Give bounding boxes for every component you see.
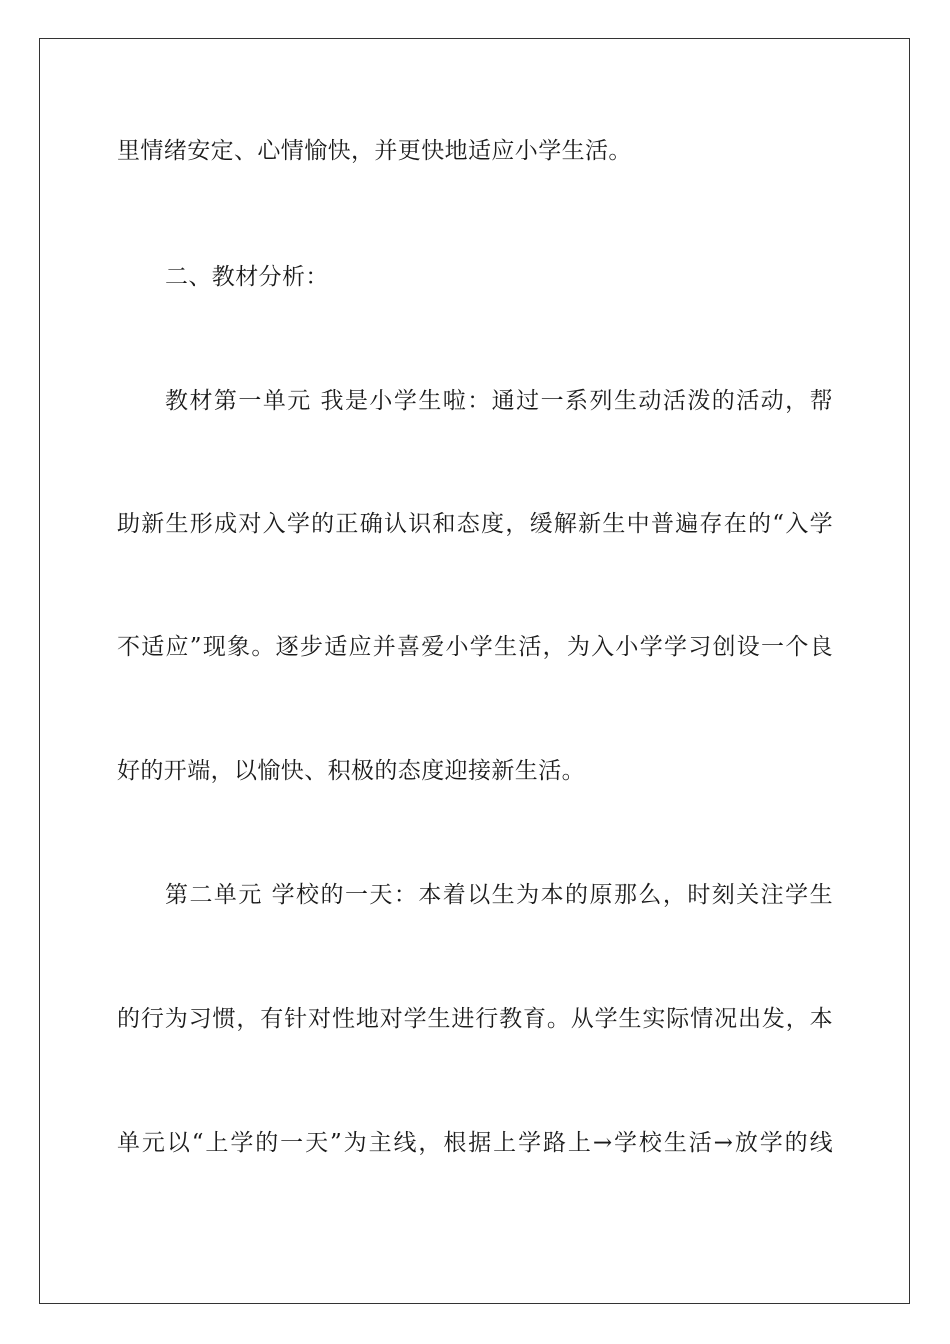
text-line-1: 里情绪安定、心情愉快，并更快地适应小学生活。 (117, 138, 632, 164)
text-line-3: 教材第一单元 我是小学生啦：通过一系列生动活泼的活动，帮 (165, 388, 833, 414)
text-line-7: 第二单元 学校的一天：本着以生为本的原那么，时刻关注学生 (165, 882, 833, 908)
section-heading: 二、教材分析： (165, 264, 329, 290)
text-line-6: 好的开端，以愉快、积极的态度迎接新生活。 (117, 758, 585, 784)
text-line-5: 不适应”现象。逐步适应并喜爱小学生活，为入小学学习创设一个良 (117, 634, 833, 660)
page-border (39, 38, 910, 1304)
text-line-4: 助新生形成对入学的正确认识和态度，缓解新生中普遍存在的“入学 (117, 511, 833, 537)
text-line-8: 的行为习惯，有针对性地对学生进行教育。从学生实际情况出发，本 (117, 1006, 833, 1032)
text-line-9: 单元以“上学的一天”为主线，根据上学路上→学校生活→放学的线 (117, 1130, 833, 1156)
